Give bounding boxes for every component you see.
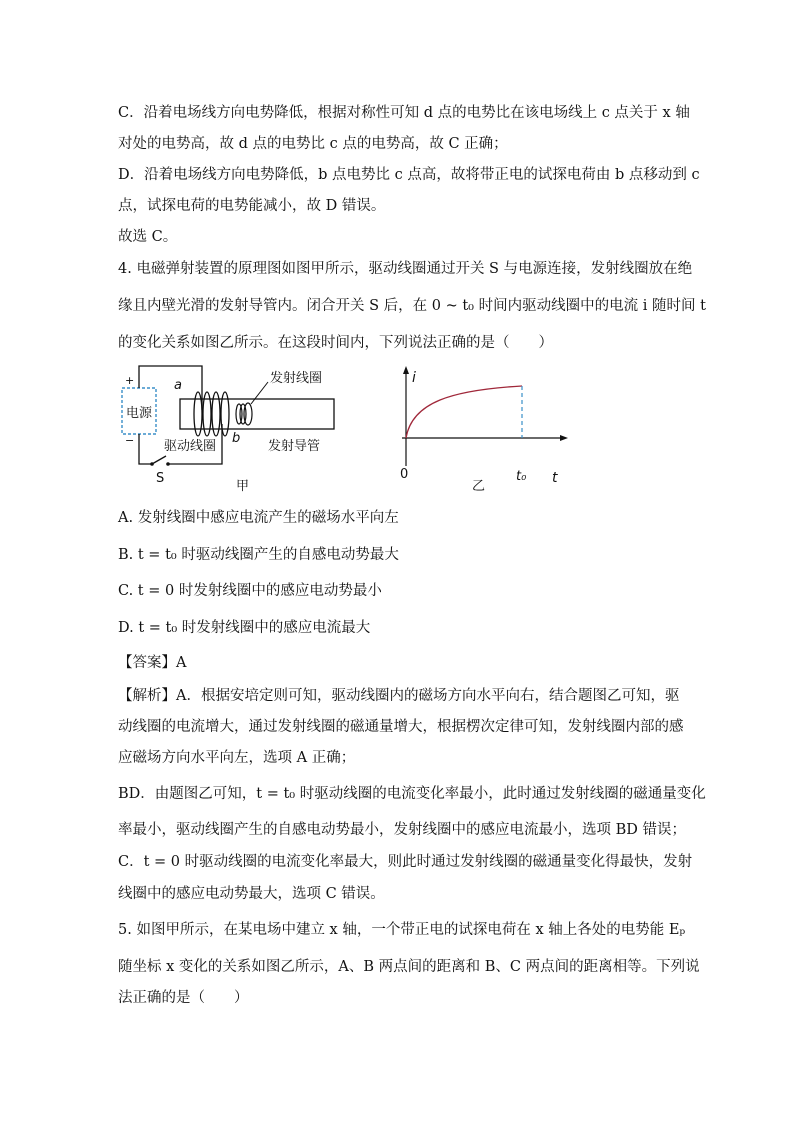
y-axis xyxy=(403,366,409,466)
figure-jia-caption: 甲 xyxy=(236,479,250,492)
current-curve xyxy=(406,386,522,438)
analysis-line4: BD．由题图乙可知，t = t₀ 时驱动线圈的电流变化率最小，此时通过发射线圈的磁通量变化 xyxy=(118,786,706,802)
prev-d-line1: D．沿着电场线方向电势降低，b 点电势比 c 点高，故将带正电的试探电荷由 b 点移动到 c xyxy=(118,167,700,183)
q4-stem-line1: 4. 电磁弹射装置的原理图如图甲所示，驱动线圈通过开关 S 与电源连接，发射线圈放在绝 xyxy=(118,261,693,277)
q5-stem-line2: 随坐标 x 变化的关系如图乙所示，A、B 两点间的距离和 B、C 两点间的距离相等。下列说 xyxy=(118,959,700,975)
power-source-label: 电源 xyxy=(125,406,153,421)
drive-coil-label: 驱动线圈 xyxy=(164,439,217,454)
figure-yi-chart xyxy=(392,362,582,492)
label-a: a xyxy=(174,378,182,393)
tube-label: 发射导管 xyxy=(268,439,321,454)
launch-coil xyxy=(236,403,252,425)
analysis-line6: C．t = 0 时驱动线圈的电流变化率最大，则此时通过发射线圈的磁通量变化得最快，发射 xyxy=(118,854,693,870)
x-axis xyxy=(402,435,568,441)
launch-coil-label: 发射线圈 xyxy=(270,371,323,386)
option-d[interactable]: D. t = t₀ 时发射线圈中的感应电流最大 xyxy=(118,620,371,636)
prev-conclusion: 故选 C。 xyxy=(118,229,178,245)
analysis-line3: 应磁场方向水平向左，选项 A 正确； xyxy=(118,750,356,766)
q5-stem-line1: 5. 如图甲所示，在某电场中建立 x 轴，一个带正电的试探电荷在 x 轴上各处的电势能 Eₚ xyxy=(118,922,686,938)
q4-stem-line2: 缘且内壁光滑的发射导管内。闭合开关 S 后，在 0 ~ t₀ 时间内驱动线圈中的电流 i 随时间 t xyxy=(118,298,706,314)
figure-jia-circuit xyxy=(118,362,348,492)
prev-c-line1: C．沿着电场线方向电势降低，根据对称性可知 d 点的电势比在该电场线上 c 点关于 x 轴 xyxy=(118,105,690,121)
answer: 【答案】A xyxy=(118,655,187,671)
option-c[interactable]: C. t = 0 时发射线圈中的感应电动势最小 xyxy=(118,583,382,599)
switch-blade xyxy=(152,456,166,464)
x-axis-label: t xyxy=(552,470,558,486)
plus-sign: + xyxy=(125,374,135,387)
option-a[interactable]: A. 发射线圈中感应电流产生的磁场水平向左 xyxy=(118,510,399,526)
origin-label: 0 xyxy=(400,467,409,482)
t0-label: t₀ xyxy=(516,469,527,484)
q4-stem-line3: 的变化关系如图乙所示。在这段时间内，下列说法正确的是（ ） xyxy=(118,335,553,351)
switch-label: S xyxy=(156,471,165,486)
prev-d-line2: 点，试探电荷的电势能减小，故 D 错误。 xyxy=(118,198,386,214)
analysis-line5: 率最小，驱动线圈产生的自感电动势最小，发射线圈中的感应电流最小，选项 BD 错误； xyxy=(118,822,686,838)
q5-stem-line3: 法正确的是（ ） xyxy=(118,990,249,1006)
analysis-line7: 线圈中的感应电动势最大，选项 C 错误。 xyxy=(118,886,385,902)
minus-sign: − xyxy=(125,434,135,447)
analysis-line2: 动线圈的电流增大，通过发射线圈的磁通量增大，根据楞次定律可知，发射线圈内部的感 xyxy=(118,719,684,735)
label-b: b xyxy=(232,431,241,446)
prev-c-line2: 对处的电势高，故 d 点的电势比 c 点的电势高，故 C 正确； xyxy=(118,136,508,152)
analysis-line1: 【解析】A．根据安培定则可知，驱动线圈内的磁场方向水平向右，结合题图乙可知，驱 xyxy=(118,688,680,704)
option-b[interactable]: B. t = t₀ 时驱动线圈产生的自感电动势最大 xyxy=(118,547,399,563)
y-axis-label: i xyxy=(412,370,416,386)
figure-yi-caption: 乙 xyxy=(472,479,486,492)
